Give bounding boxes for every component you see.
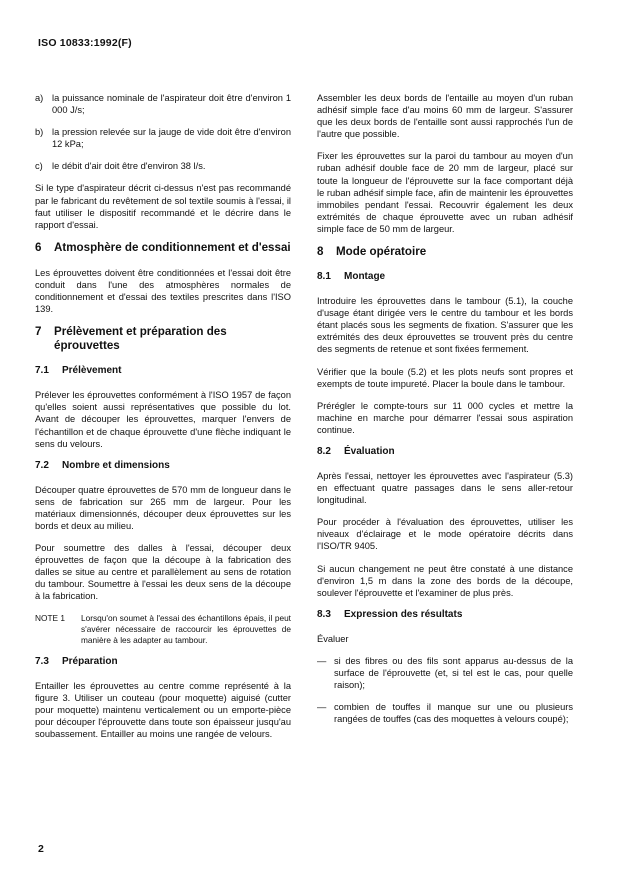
section-8-1-heading — [317, 271, 573, 283]
section-number: 7.2 — [35, 459, 49, 471]
section-number: 8.2 — [317, 445, 331, 457]
section-number: 8 — [317, 245, 324, 259]
section-title: Expression des résultats — [344, 608, 463, 620]
section-title: Atmosphère de conditionnement et d'essai — [54, 240, 291, 254]
section-number: 7.1 — [35, 365, 49, 377]
section-8-2-heading — [317, 446, 573, 458]
section-title: Évaluation — [344, 445, 395, 457]
section-title: Préparation — [62, 655, 118, 667]
section-8-2-paragraph-1: Après l'essai, nettoyer les éprouvettes avec l'aspirateur (5.3) en effectuant quatre passages dans le sens aller-retour longitudinal. — [317, 470, 573, 506]
list-text: le débit d'air doit être d'environ 38 l/s. — [52, 161, 206, 172]
list-item-c — [35, 160, 291, 172]
dash-list-item — [317, 701, 573, 725]
section-8-1-paragraph-3: Prérégler le compte-tours sur 11 000 cycles et mettre la machine en marche pour démarrer l'essai sous aspiration continue. — [317, 400, 573, 435]
section-number: 8.3 — [317, 608, 331, 620]
section-6-heading — [35, 241, 291, 255]
list-marker: a) — [35, 93, 44, 103]
section-6-paragraph: Les éprouvettes doivent être conditionnées et l'essai doit être conduit dans l'une des atmosphères normales de conditionnement et d'essai des textiles prescrites dans l'ISO 139. — [35, 267, 291, 315]
section-number: 7.3 — [35, 655, 49, 667]
section-8-heading — [317, 245, 573, 259]
list-item-a — [35, 92, 291, 116]
section-title: Nombre et dimensions — [62, 459, 170, 471]
document-header: ISO 10833:1992(F) — [38, 37, 132, 49]
section-title: Montage — [344, 271, 386, 283]
note-1 — [35, 613, 291, 646]
section-7-3-paragraph: Entailler les éprouvettes au centre comme représenté à la figure 3. Utiliser un couteau (pour moquette) aiguisé (cutter pour moquette) maintenu verticalement ou un emporte-pièce pour découper l'éprouvette dans toute son épaisseur jusqu'au soubassement. Entailler au moins une rangée de velours. — [35, 680, 291, 739]
note-text: Lorsqu'on soumet à l'essai des échantillons épais, il peut s'avérer nécessaire de raccourcir les éprouvettes de manière à les adapter au tambour. — [81, 612, 291, 645]
section-7-heading — [35, 325, 291, 353]
dash-marker: — — [317, 655, 327, 666]
section-7-2-paragraph-2: Pour soumettre des dalles à l'essai, découper deux éprouvettes de façon que la découpe à la fabrication des dalles se situe au centre et parallèlement au sens de rotation du tambour. Soumettre à l'essai les deux sens de la découpe à la fabrication. — [35, 543, 291, 602]
dash-marker: — — [317, 702, 327, 713]
section-number: 7 — [35, 325, 42, 339]
list-text: la pression relevée sur la jauge de vide doit être d'environ 12 kPa; — [52, 127, 291, 150]
section-7-2-paragraph-1: Découper quatre éprouvettes de 570 mm de longueur dans le sens de fabrication sur 265 mm de largeur. Pour les matériaux dimensionnés, découper deux éprouvettes sur les bords et deux au milieu. — [35, 484, 291, 531]
paragraph-aspirateur: Si le type d'aspirateur décrit ci-dessus n'est pas recommandé par le fabricant du revêtement de sol textile soumis à l'essai, il faut utiliser le dispositif recommandé et le décrire dans le rapport d'essai. — [35, 183, 291, 230]
section-title: Mode opératoire — [336, 245, 427, 259]
section-7-1-paragraph: Prélever les éprouvettes conformément à l'ISO 1957 de façon qu'elles soient aussi représentatives que possible du lot. Avant de découper les éprouvettes, marquer l'envers de l'échantillon et de chaque éprouvette d'une flèche indiquant le sens du velours. — [35, 390, 291, 449]
section-7-3-heading — [35, 656, 291, 668]
paragraph-fixer: Fixer les éprouvettes sur la paroi du tambour au moyen d'un ruban adhésif double face de 20 mm de largeur, placé sur toute la longueur de l'éprouvette sur la face comportant déjà le ruban adhésif simple face, afin de maintenir les éprouvettes immobiles pendant l'essai. Recouvrir également les deux extrémités de chaque éprouvette avec un ruban adhésif simple face de 50 mm de largeur. — [317, 151, 573, 234]
section-8-2-paragraph-3: Si aucun changement ne peut être constaté à une distance d'environ 1,5 m dans la zone des bords de la découpe, soulever l'éprouvette et l'examiner de plus près. — [317, 563, 573, 598]
list-marker: c) — [35, 161, 43, 172]
section-8-1-paragraph-1: Introduire les éprouvettes dans le tambour (5.1), la couche d'usage étant dirigée vers le centre du tambour et les bords étant placés sous les segments de fixation. S'assurer que les extrémités des deux éprouvettes se trouvent près du centre des segments de retenue et sont fixées fermement. — [317, 296, 573, 355]
section-7-2-heading — [35, 460, 291, 472]
section-8-1-paragraph-2: Vérifier que la boule (5.2) et les plots neufs sont propres et exempts de toute impureté. Placer la boule dans le tambour. — [317, 366, 573, 389]
section-7-1-heading — [35, 365, 291, 377]
page-number: 2 — [38, 843, 44, 855]
note-label: NOTE 1 — [35, 612, 65, 623]
list-text: si des fibres ou des fils sont apparus au-dessus de la surface de l'éprouvette (et, si tel est le cas, pour quelle raison); — [334, 655, 573, 691]
left-column — [35, 92, 291, 750]
list-marker: b) — [35, 127, 44, 138]
right-column — [317, 92, 573, 735]
section-title: Prélèvement — [62, 365, 122, 377]
section-8-2-paragraph-2: Pour procéder à l'évaluation des éprouvettes, utiliser les niveaux d'éclairage et le mode opératoire décrits dans l'ISO/TR 9405. — [317, 517, 573, 552]
section-8-3-intro: Évaluer — [317, 633, 349, 644]
list-item-b — [35, 126, 291, 150]
section-number: 8.1 — [317, 271, 331, 283]
section-title: Prélèvement et préparation des éprouvettes — [54, 325, 227, 353]
paragraph-assembler: Assembler les deux bords de l'entaille au moyen d'un ruban adhésif simple face d'au moins 60 mm de largeur. S'assurer que les deux bords de l'entaille sont aussi rapprochés l'un de l'autre que possible. — [317, 93, 573, 140]
list-text: combien de touffes il manque sur une ou plusieurs rangées de touffes (cas des moquettes à velours coupé); — [334, 702, 573, 725]
section-number: 6 — [35, 240, 42, 254]
dash-list-item — [317, 655, 573, 691]
section-8-3-heading — [317, 609, 573, 621]
list-text: la puissance nominale de l'aspirateur doit être d'environ 1 000 J/s; — [52, 93, 291, 116]
